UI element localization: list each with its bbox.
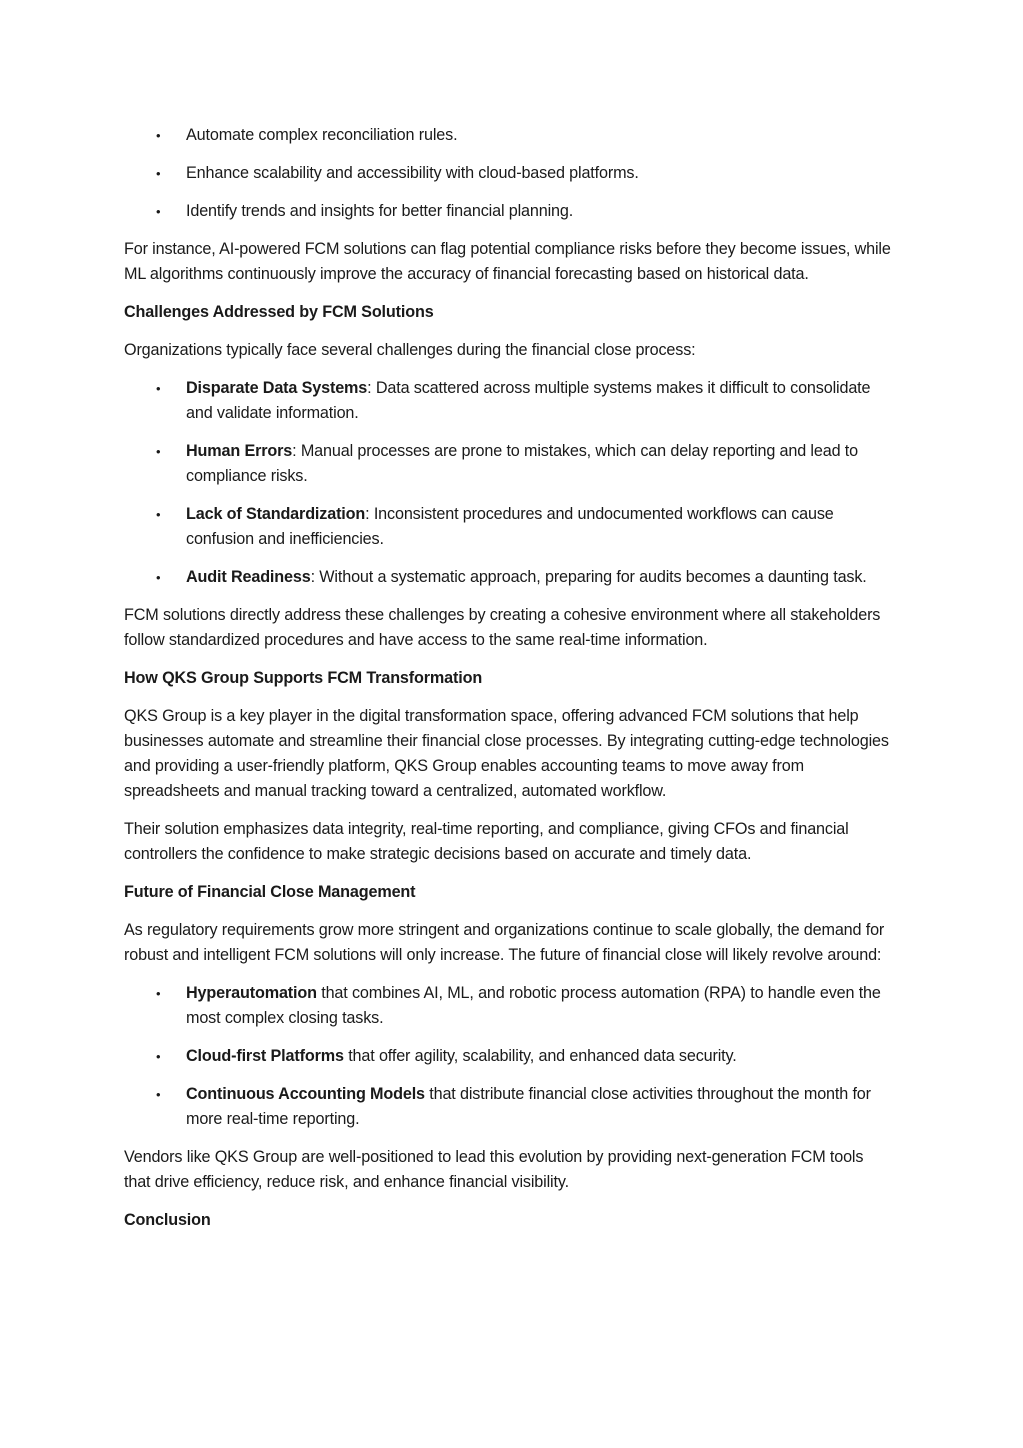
list-item-text: Automate complex reconciliation rules. (186, 126, 458, 144)
paragraph-qks-2: Their solution emphasizes data integrity, real-time reporting, and compliance, giving CFOs and financial controllers the confidence to make strategic decisions based on accurate and timely data. (124, 820, 849, 863)
bullet-icon: • (156, 1049, 161, 1064)
list-item-text: : Inconsistent procedures and undocumented workflows can cause confusion and inefficiencies. (186, 505, 834, 548)
list-item (124, 161, 894, 186)
list-item (124, 376, 894, 426)
list-item-text: Identify trends and insights for better financial planning. (186, 202, 574, 220)
paragraph-future-intro: As regulatory requirements grow more stringent and organizations continue to scale globally, the demand for robust and intelligent FCM solutions will only increase. The future of financial close will likely revolve around: (124, 921, 885, 964)
list-item (124, 1044, 894, 1069)
document-page (124, 123, 894, 1246)
list-item-term: Disparate Data Systems (186, 379, 368, 397)
paragraph-qks-1: QKS Group is a key player in the digital transformation space, offering advanced FCM solutions that help businesses automate and streamline their financial close processes. By integrating cutting-edge technologies and providing a user-friendly platform, QKS Group enables accounting teams to move away from spreadsheets and manual tracking toward a centralized, automated workflow. (124, 707, 889, 800)
list-item-term: Human Errors (186, 442, 293, 460)
list-item-text: that distribute financial close activities throughout the month for more real-time reporting. (186, 1085, 871, 1128)
list-item-text: : Without a systematic approach, preparing for audits becomes a daunting task. (310, 568, 867, 586)
heading-future: Future of Financial Close Management (124, 883, 416, 901)
list-item (124, 565, 894, 590)
list-item-text: : Data scattered across multiple systems makes it difficult to consolidate and validate information. (186, 379, 871, 422)
list-item-term: Cloud-first Platforms (186, 1047, 344, 1065)
list-item-term: Lack of Standardization (186, 505, 366, 523)
list-item (124, 1082, 894, 1132)
list-item-text: that offer agility, scalability, and enhanced data security. (343, 1047, 737, 1065)
list-item-text: that combines AI, ML, and robotic process automation (RPA) to handle even the most complex closing tasks. (186, 984, 881, 1027)
future-bullet-list (124, 981, 894, 1132)
paragraph-future-outro: Vendors like QKS Group are well-positioned to lead this evolution by providing next-generation FCM tools that drive efficiency, reduce risk, and enhance financial visibility. (124, 1148, 864, 1191)
bullet-icon: • (156, 166, 161, 181)
paragraph-challenges-outro: FCM solutions directly address these challenges by creating a cohesive environment where all stakeholders follow standardized procedures and have access to the same real-time information. (124, 606, 881, 649)
heading-challenges: Challenges Addressed by FCM Solutions (124, 303, 434, 321)
list-item-term: Continuous Accounting Models (186, 1085, 425, 1103)
heading-conclusion: Conclusion (124, 1211, 211, 1229)
bullet-icon: • (156, 204, 161, 219)
bullet-icon: • (156, 507, 161, 522)
heading-qks: How QKS Group Supports FCM Transformation (124, 669, 483, 687)
challenges-bullet-list (124, 376, 894, 590)
list-item (124, 199, 894, 224)
list-item (124, 502, 894, 552)
paragraph-instance: For instance, AI-powered FCM solutions can flag potential compliance risks before they become issues, while ML algorithms continuously improve the accuracy of financial forecasting based on historical data. (124, 240, 891, 283)
bullet-icon: • (156, 381, 161, 396)
list-item (124, 439, 894, 489)
list-item-term: Hyperautomation (186, 984, 317, 1002)
bullet-icon: • (156, 570, 161, 585)
intro-bullet-list (124, 123, 894, 224)
bullet-icon: • (156, 1087, 161, 1102)
list-item (124, 123, 894, 148)
bullet-icon: • (156, 986, 161, 1001)
paragraph-challenges-intro: Organizations typically face several challenges during the financial close process: (124, 341, 696, 359)
list-item-term: Audit Readiness (186, 568, 311, 586)
list-item (124, 981, 894, 1031)
bullet-icon: • (156, 444, 161, 459)
list-item-text: Enhance scalability and accessibility with cloud-based platforms. (186, 164, 639, 182)
bullet-icon: • (156, 128, 161, 143)
list-item-text: : Manual processes are prone to mistakes, which can delay reporting and lead to compliance risks. (186, 442, 858, 485)
